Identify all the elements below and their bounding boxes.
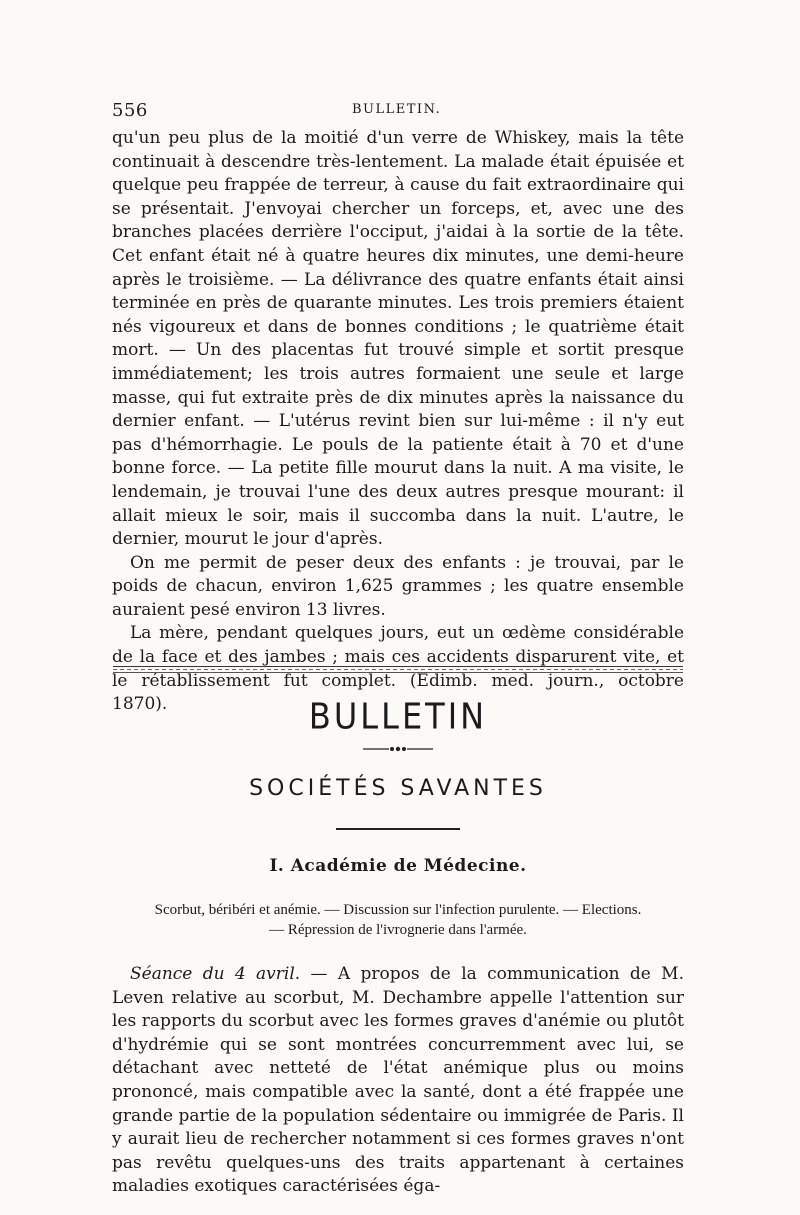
session-date-label: Séance du 4 avril. — [130, 964, 301, 984]
bulletin-title: BULLETIN — [308, 695, 488, 738]
paragraph-weights: On me permit de peser deux des enfants : je trouvai, par le poids de chacun, environ 1,625 grammes ; les quatre ensemble auraient pesé environ 13 livres. — [112, 552, 684, 620]
session-paragraph — [112, 963, 684, 1199]
session-report — [112, 963, 684, 1199]
societes-savantes-heading: SOCIÉTÉS SAVANTES — [249, 776, 547, 801]
running-title: BULLETIN. — [352, 102, 442, 117]
summary-line-1: Scorbut, béribéri et anémie. — Discussion sur l'infection purulente. — Elections. — [154, 902, 642, 918]
session-text: — A propos de la communication de M. Leven relative au scorbut, M. Dechambre appelle l'attention sur les rapports du scorbut avec les formes graves d'anémie ou plutôt d'hydrémie qui se sont montrées concurremment avec lui, se détachant avec netteté de l'état anémique plus ou moins prononcé, mais compatible avec la santé, dont a été frappée une grande partie de la population sédentaire ou immigrée de Paris. Il y aurait lieu de rechercher notamment si ces formes graves n'ont pas revêtu quelques-uns des traits appartenant à certaines maladies exotiques caractérisées éga- — [112, 964, 684, 1197]
academie-heading: I. Académie de Médecine. — [269, 856, 527, 876]
title-ornament — [363, 746, 433, 752]
session-summary — [112, 900, 684, 940]
article-conclusion — [112, 127, 684, 717]
section-divider-rule — [113, 666, 683, 673]
page-number: 556 — [112, 100, 148, 121]
summary-line-2: — Répression de l'ivrognerie dans l'armée. — [269, 922, 527, 938]
heading-rule — [336, 828, 460, 830]
running-head — [112, 100, 712, 122]
paragraph-delivery: qu'un peu plus de la moitié d'un verre de Whiskey, mais la tête continuait à descendre très-lentement. La malade était épuisée et quelque peu frappée de terreur, à cause du fait extraordinaire qui se présentait. J'envoyai chercher un forceps, et, avec une des branches placées derrière l'occiput, j'aidai à la sortie de la tête. Cet enfant était né à quatre heures dix minutes, une demi-heure après le troisième. — La délivrance des quatre enfants était ainsi terminée en près de quarante minutes. Les trois premiers étaient nés vigoureux et dans de bonnes conditions ; le quatrième était mort. — Un des placentas fut trouvé simple et sortit presque immédiatement; les trois autres formaient une seule et large masse, qui fut extraite près de dix minutes après la naissance du dernier enfant. — L'utérus revint bien sur lui-même : il n'y eut pas d'hémorrhagie. Le pouls de la patiente était à 70 et d'une bonne force. — La petite fille mourut dans la nuit. A ma visite, le lendemain, je trouvai l'une des deux autres presque mourant: il allait mieux le soir, mais il succomba dans la nuit. L'autre, le dernier, mourut le jour d'après. — [112, 128, 684, 550]
paragraph-recovery: La mère, pendant quelques jours, eut un œdème considérable de la face et des jambes ; mais ces accidents disparurent vite, et le rétablissement fut complet. (Edimb. med. journ., octobre 1870). — [112, 623, 684, 715]
